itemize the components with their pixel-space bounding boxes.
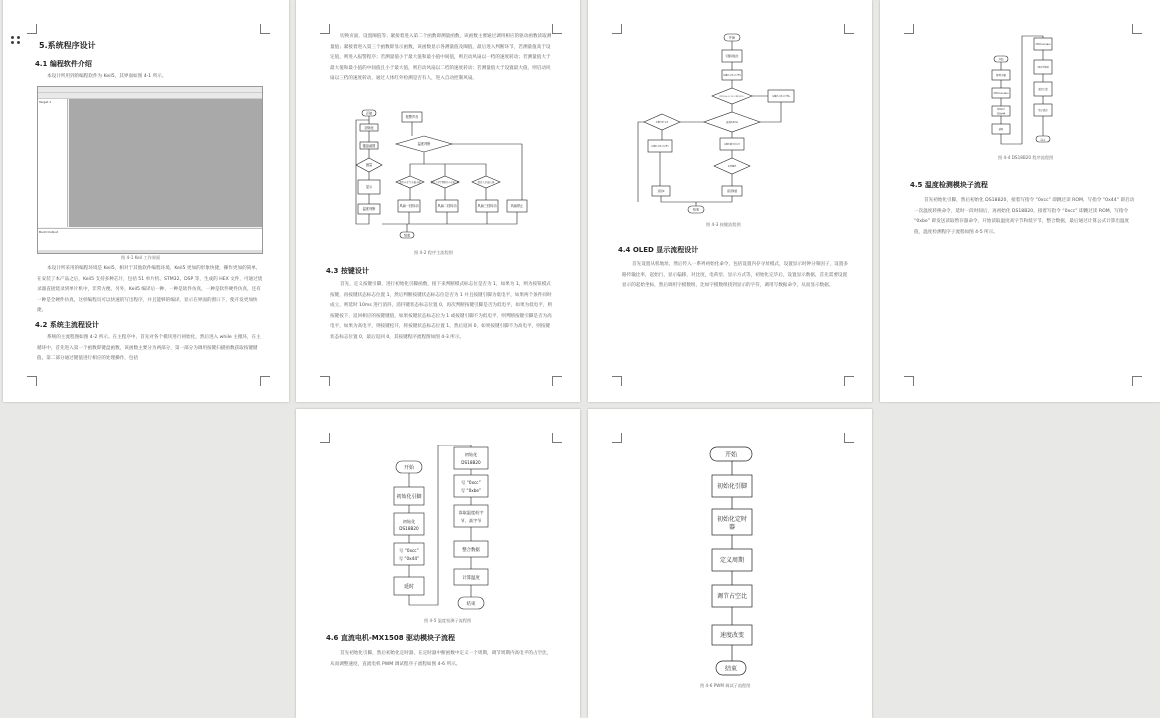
flow-node-text: DS18B20 <box>461 460 481 465</box>
page-corner-mark <box>260 24 270 34</box>
flow-node-text: 初始化DS18B20 <box>993 93 1009 95</box>
flow-node-text: 报警声音 <box>405 115 419 119</box>
flow-node-text: 写0x44 <box>996 112 1006 116</box>
page-corner-mark <box>320 433 330 443</box>
flow-node-text: 初始化 <box>364 125 374 130</box>
flow-node-text: 风扇停止 <box>510 204 524 208</box>
paragraph: 本设计所采用的编程环境是 Keil5，相对于其他软件编程环境，Keil5 更加的形象快捷，操作更加的简单，在安装了本产品之后，Keil5 支持多种芯片，包括 51 单片机、STM32、DSP 等，生成的 HEX 文件，可通过烧录器直接烧录到单片机中，非常方便。另外，Keil5 编译后一种、一种是软件仿真，一种是软件硬件仿真，还有一种是全硬件仿真，这样编程员可以快速的写出程序，并且能够的编译，显示在界面的窗口下，使开发更加快捷。 <box>37 266 263 313</box>
flow-node-text: 读取温度低字 <box>458 510 484 515</box>
document-page-5 <box>296 409 580 718</box>
flow-node-text: 器 <box>728 524 736 531</box>
document-page-6 <box>588 409 872 718</box>
flow-node-text: 计算温度 <box>462 576 480 581</box>
flow-node-text: 按键状态标志位置0 <box>772 96 790 98</box>
flow-node-text: 返回键值 <box>726 190 738 193</box>
flow-node-text: 温度判断 <box>362 207 376 211</box>
flow-node-text: 返回键值 <box>727 166 737 168</box>
page-corner-mark <box>904 376 914 386</box>
subsection-heading: 4.2 系统主流程设计 <box>35 321 99 329</box>
page-corner-mark <box>904 24 914 34</box>
flow-node-text: 开始 <box>403 465 415 471</box>
flow-node-text: 温度大于中间值且小于最大值 <box>430 181 460 184</box>
flow-node-text: 返回0 <box>657 190 665 193</box>
ide-output-label: Build Output <box>39 230 58 234</box>
document-page-1 <box>3 0 289 402</box>
flow-node-text: 写 “0xbe” <box>460 488 482 493</box>
page-corner-mark <box>27 376 37 386</box>
main-flowchart <box>352 108 542 244</box>
section-heading: 5.系统程序设计 <box>39 41 96 50</box>
document-page-3 <box>588 0 872 402</box>
paragraph: 本设计所用到的编程软件为 Keil5，其界面如图 4-1 所示。 <box>47 74 167 79</box>
page-corner-mark <box>612 24 622 34</box>
ide-project-tree <box>38 99 68 227</box>
flow-node-text: 初始化定时 <box>716 516 748 523</box>
flow-node-text: 定义周期 <box>719 557 745 564</box>
paragraph: 首先设置从机地址，然后传入一系列初始化命令，包括设置内存寻址模式，设置显示时钟分频因子，设置多路传输比率，起始行，显示偏移，对比度，电荷泵，显示方式等，初始化完毕后，设置显示数据，首先需要设置显示的起始坐标，然后调用字模数组，比如字模数组找到显示的字符，调用写数据命令，从而显示数据。 <box>622 262 848 288</box>
paragraph: 首先，定义按键引脚，进行初始化引脚函数，接下来判断模式标志位是否为 1，如果为 1，则为按钮模式按键，再按键状态标志位置 1，然后判断按键状态标志位是否为 1 并且按键引脚为低电平，如果两个条件同时成立，则延时 10ms 进行消抖，消抖键状态标志位置 0，再次判断按键引脚是否为低电平，如果为低电平，则按键按下，返回相应的按键键值，如果按键状态标志位为 1 或按键引脚不为低电平，则判断按键引脚是否为高电平，如果为高电平，则按键松开，将按键状态标志位置 1，然后返回 0，如果按键引脚不为高电平，则按键状态标志位置 0，最后返回 0，其按键程序流程图如图 4-3 所示。 <box>330 282 553 340</box>
flow-node-text: 按键状态标志位置1 <box>723 75 741 77</box>
flow-node-text: 风扇二档转动 <box>437 204 457 208</box>
flow-node-text: 初始化DS18B20 <box>1035 44 1051 46</box>
flow-node-text: 读取温度数据 <box>1036 67 1050 69</box>
page-corner-mark <box>844 24 854 34</box>
flow-node-text: 配置引脚 <box>996 74 1006 77</box>
subsection-heading: 4.5 温度检测模块子流程 <box>910 181 988 189</box>
flow-node-text: 风扇一档转动 <box>399 204 419 208</box>
figure-caption: 图 4-5 温度检测子流程图 <box>424 618 472 623</box>
flow-node-text: 结束 <box>466 602 476 607</box>
flow-node-text: 写0xcc <box>997 108 1005 111</box>
flow-node-text: 结束 <box>692 207 700 212</box>
flow-node-text: 整合数据 <box>462 548 480 553</box>
temperature-flowchart <box>388 445 508 625</box>
subsection-heading: 4.6 直流电机-MX1508 驱动模块子流程 <box>326 634 456 642</box>
paragraph: 切换页面，设置阈值等；紧接着进入第二个函数即测量函数，该函数主要通过调用相应的驱动函数读取测量值；紧接着进入第三个函数即显示函数，该函数显示各测量值及阈值，最后进入判断环节，若测量值高于设定值，则进入报警程序；若测量值小于最大值和最小值中间值，则启动风扇以一档的速度转动；若测量值大于最大值和最小值的中间值且小于最大值，则启动风扇以二档的速度转动；若测量值大于设置最大值，则启动风扇以三档的速度转动，通过人体红外检测是否有人，进入自动控制风扇。 <box>330 34 552 81</box>
flow-node-text: 温度计算 <box>1038 88 1048 91</box>
ide-tree-label: Target 1 <box>39 100 52 104</box>
flow-node-text: 节、高字节 <box>460 518 482 523</box>
subsection-heading: 4.4 OLED 显示流程设计 <box>618 246 699 254</box>
flow-node-text: 显示温度 <box>1038 109 1048 112</box>
document-page-2 <box>296 0 580 402</box>
page-corner-mark <box>1132 376 1142 386</box>
page-corner-mark <box>1132 24 1142 34</box>
subsection-heading: 4.3 按键设计 <box>326 267 369 275</box>
flow-node-text: 键盘函数 <box>362 143 376 148</box>
flow-node-text: 开始 <box>365 111 373 116</box>
flow-node-text: DS18B20 <box>399 526 419 531</box>
page-corner-mark <box>320 376 330 386</box>
flow-node-text: 按键引脚为高电平 <box>723 144 741 146</box>
figure-caption: 图 4-3 按键流程图 <box>706 222 741 227</box>
paragraph: 首先初始化引脚，然后初始化定时器，在定时器中断函数中定义一个周期，调节周期内高电平的占空比，从而调整速度，直流电机 PWM 调试程序子流程如图 4-6 所示。 <box>330 651 552 667</box>
ds18b20-flowchart <box>988 34 1064 150</box>
figure-caption: 图 4-1 Keil 工作界面 <box>121 255 161 260</box>
flow-node-text: 延时10ms <box>726 121 738 124</box>
flow-node-text: 写 “0x44” <box>398 556 420 561</box>
figure-caption: 图 4-2 程序主流程图 <box>414 250 453 255</box>
flow-node-text: 温度小于等于最小值 <box>399 181 421 184</box>
flow-node-text: 风扇三档转动 <box>477 204 497 208</box>
subsection-heading: 4.1 编程软件介绍 <box>35 60 92 68</box>
flow-node-text: 结束 <box>724 665 738 673</box>
flow-node-text: 显示 <box>365 185 373 189</box>
figure-caption: 图 4-6 PWM 调试子流程图 <box>700 683 751 688</box>
flow-node-text: 按键状态标志位置1 <box>651 146 669 148</box>
ide-screenshot <box>37 86 263 254</box>
flow-node-text: 开始 <box>728 35 736 40</box>
flow-node-text: 测量 <box>365 163 373 167</box>
page-corner-mark <box>612 433 622 443</box>
flow-node-text: 开始 <box>724 451 738 459</box>
flow-node-text: 写 “0xcc” <box>399 548 419 553</box>
flow-node-text: 调节占空比 <box>716 593 748 600</box>
flow-node-text: 引脚初始化 <box>725 55 739 58</box>
page-corner-mark <box>552 376 562 386</box>
flow-node-text: 温度大于最大值 <box>477 181 495 184</box>
page-corner-mark <box>260 376 270 386</box>
flow-node-text: 按键状态标志位为1且引脚为低电平 <box>719 97 745 98</box>
paragraph: 系统的主流程图如图 4-2 所示。在主程序中，首先对各个模块进行初始化，然后进入 while 主循环，在主循环中，首先进入第一个函数即键盘函数，该函数主要分为两部分，第一部分为调用按键扫描函数获取按键键值，第二部分通过键值进行相应的处理操作，包括 <box>37 335 261 361</box>
ide-editor-area <box>69 99 262 227</box>
page-corner-mark <box>552 433 562 443</box>
flow-node-text: 引脚为低电平 <box>655 122 669 124</box>
flow-node-text: 初始化 <box>464 452 478 457</box>
page-corner-mark <box>844 433 854 443</box>
pwm-flowchart <box>706 445 762 683</box>
flow-node-text: 开始 <box>998 58 1004 61</box>
flow-node-text: 初始化 <box>402 519 416 524</box>
button-flowchart <box>636 32 816 218</box>
page-corner-mark <box>844 376 854 386</box>
flow-node-text: 结束 <box>403 233 411 238</box>
flow-node-text: 初始化引脚 <box>396 494 422 500</box>
paragraph: 首先初始化引脚，然后初始化 DS18B20，接着写指令 “0xcc” 即跳过读 ROM，写指令 “0x44” 即启动一次温度转换命令，延时一段时间后，再初始化 DS18B20，接着写指令 “0xcc” 即跳过读 ROM，写指令 “0xbe” 即发送读取暂存器命令，开始读取温度高字节和低字节，整合数据，最后通过计算公式计算出温度值，温度检测程序子流程如图 4-5 所示。 <box>914 198 1135 235</box>
flow-node-text: 延时 <box>403 584 415 590</box>
flow-node-text: 初始化引脚 <box>716 483 748 490</box>
ide-output-pane <box>38 228 262 250</box>
flow-node-text: 速度改变 <box>719 632 745 639</box>
document-page-4 <box>880 0 1160 402</box>
flow-node-text: 结束 <box>1040 138 1046 142</box>
flow-node-text: 温度判断 <box>417 142 431 146</box>
flow-node-text: 写 “0xcc” <box>461 480 481 485</box>
figure-caption: 图 4-4 DS18B20 程序流程图 <box>998 155 1054 160</box>
page-corner-mark <box>27 24 37 34</box>
ide-statusbar <box>38 250 262 253</box>
drag-handle-icon[interactable] <box>11 36 21 48</box>
page-corner-mark <box>320 24 330 34</box>
page-corner-mark <box>612 376 622 386</box>
flow-node-text: 延时 <box>998 128 1004 131</box>
